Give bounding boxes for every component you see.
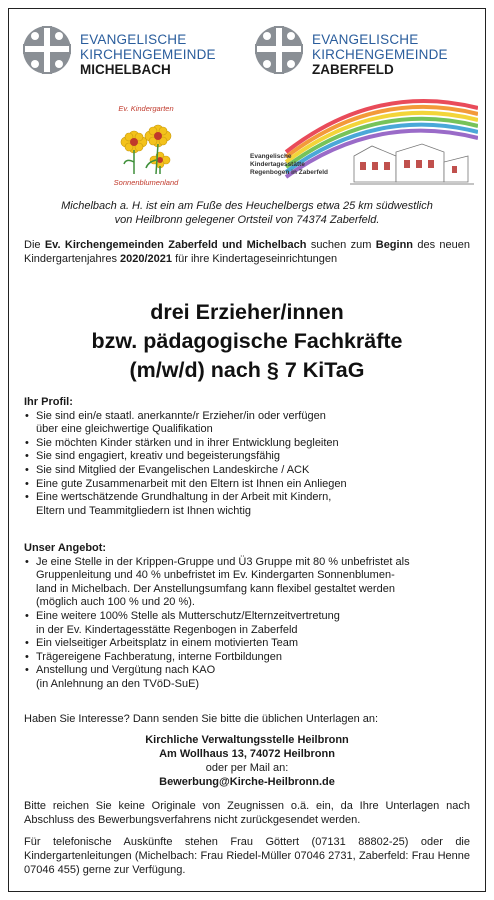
offer-title: Unser Angebot: <box>24 542 107 554</box>
list-item <box>24 464 470 478</box>
lead-b1: Ev. Kirchengemeinden Zaberfeld und Michelbach <box>44 239 307 251</box>
list-item-line: in der Ev. Kindertagesstätte Regenbogen in Zaberfeld <box>36 623 298 636</box>
kindergarten-logo-top: Ev. Kindergarten <box>118 104 174 113</box>
list-item <box>24 478 470 492</box>
cross-icon <box>20 22 74 78</box>
profile-list <box>24 410 470 519</box>
intro-line2: von Heilbronn gelegener Ortsteil von 74374 Zaberfeld. <box>114 214 380 226</box>
interest-text: Haben Sie Interesse? Dann senden Sie bitte die üblichen Unterlagen an: <box>24 713 379 725</box>
profile-section <box>24 396 470 518</box>
lead-p4: für ihre Kindertageseinrichtungen <box>172 253 338 265</box>
kindergarten-logo-bottom: Sonnenblumenland <box>113 178 179 187</box>
contact-org: Kirchliche Verwaltungsstelle Heilbronn <box>145 734 349 746</box>
lead-b3: 2020/2021 <box>120 253 173 265</box>
list-item-line: • Sie sind ein/e staatl. anerkannte/r Erzieher/in oder verfügen <box>36 409 326 422</box>
list-item <box>24 664 470 691</box>
list-item <box>24 410 470 437</box>
list-item-line: • Eine weitere 100% Stelle als Mutterschutz/Elternzeitvertretung <box>36 609 340 622</box>
list-item-line: (möglich auch 100 % und 20 %). <box>36 596 195 609</box>
list-item <box>24 651 470 665</box>
lead-p3: des neuen Kindergartenjahres <box>24 239 471 265</box>
list-item-line: • Eine gute Zusammenarbeit mit den Eltern ist Ihnen ein Anliegen <box>36 477 347 490</box>
kindergarten-logo <box>100 100 192 192</box>
list-item-line: (in Anlehnung an den TVöD-SuE) <box>36 677 200 690</box>
lead-p1: Die <box>24 239 45 251</box>
phone-info: Für telefonische Auskünfte stehen Frau Göttert (07131 88802-25) oder die Kindergartenleitungen (Michelbach: Frau Riedel-Müller 07046 2731, Zaberfeld: Frau Henne 07046 455) gerne zur Verfügung. <box>24 836 470 876</box>
offer-list <box>24 556 470 692</box>
church-logo-michelbach <box>20 22 216 78</box>
list-item <box>24 491 470 518</box>
list-item <box>24 437 470 451</box>
lead-paragraph <box>24 238 470 266</box>
logo-line1: EVANGELISCHE <box>80 32 187 47</box>
job-headline <box>20 298 474 385</box>
intro-text <box>30 199 464 227</box>
headline-line3: (m/w/d) nach § 7 KiTaG <box>129 358 365 382</box>
list-item-line: • Sie sind engagiert, kreativ und begeisterungsfähig <box>36 450 280 463</box>
church-logo-zaberfeld <box>252 22 448 78</box>
logo-line3: ZABERFELD <box>312 62 394 77</box>
list-item-line: über eine gleichwertige Qualifikation <box>36 423 213 436</box>
list-item-line: • Eine wertschätzende Grundhaltung in der Arbeit mit Kindern, <box>36 491 332 504</box>
contact-address: Am Wollhaus 13, 74072 Heilbronn <box>159 748 335 760</box>
list-item <box>24 610 470 637</box>
list-item-line: • Sie möchten Kinder stärken und in ihrer Entwicklung begleiten <box>36 436 339 449</box>
offer-section <box>24 542 470 692</box>
logo-line1: EVANGELISCHE <box>312 32 419 47</box>
rainbow-line1: Evangelische <box>250 153 292 160</box>
list-item-line: land in Michelbach. Der Anstellungsumfang kann flexibel gestaltet werden <box>36 582 395 595</box>
logo-line2: KIRCHENGEMEINDE <box>80 47 216 62</box>
headline-line1: drei Erzieher/innen <box>150 300 344 324</box>
list-item-line: • Ein vielseitiger Arbeitsplatz in einem motivierten Team <box>36 637 299 650</box>
intro-line1: Michelbach a. H. ist ein am Fuße des Heuchelbergs etwa 25 km südwestlich <box>61 200 433 212</box>
list-item-line: • Sie sind Mitglied der Evangelischen Landeskirche / ACK <box>36 463 310 476</box>
documents-note: Bitte reichen Sie keine Originale von Zeugnissen o.ä. ein, da Ihre Unterlagen nach Abschluss des Bewerbungsverfahrens nicht zurückgesendet werden. <box>24 800 470 826</box>
list-item-line: • Je eine Stelle in der Krippen-Gruppe und Ü3 Gruppe mit 80 % unbefristet als <box>36 555 410 568</box>
rainbow-line3: Regenbogen in Zaberfeld <box>250 169 329 176</box>
rainbow-line2: Kindertagesstätte <box>250 161 305 168</box>
contact-block <box>24 733 470 789</box>
list-item-line: Eltern und Teammitgliedern ist Ihnen wichtig <box>36 504 252 517</box>
cross-icon <box>252 22 306 78</box>
list-item <box>24 450 470 464</box>
logo-line2: KIRCHENGEMEINDE <box>312 47 448 62</box>
list-item-line: • Trägereigene Fachberatung, interne Fortbildungen <box>36 650 283 663</box>
list-item <box>24 637 470 651</box>
lead-b2: Beginn <box>375 239 414 251</box>
list-item-line: Gruppenleitung und 40 % unbefristet im Ev. Kindergarten Sonnenblumen- <box>36 569 395 582</box>
logo-line3: MICHELBACH <box>80 62 171 77</box>
lead-p2: suchen zum <box>306 239 376 251</box>
profile-title: Ihr Profil: <box>24 396 73 408</box>
contact-email[interactable]: Bewerbung@Kirche-Heilbronn.de <box>159 776 335 788</box>
headline-line2: bzw. pädagogische Fachkräfte <box>91 329 403 353</box>
list-item-line: • Anstellung und Vergütung nach KAO <box>36 664 216 677</box>
contact-mail-prefix: oder per Mail an: <box>205 762 289 774</box>
rainbow-logo-text <box>250 153 328 177</box>
list-item <box>24 556 470 610</box>
